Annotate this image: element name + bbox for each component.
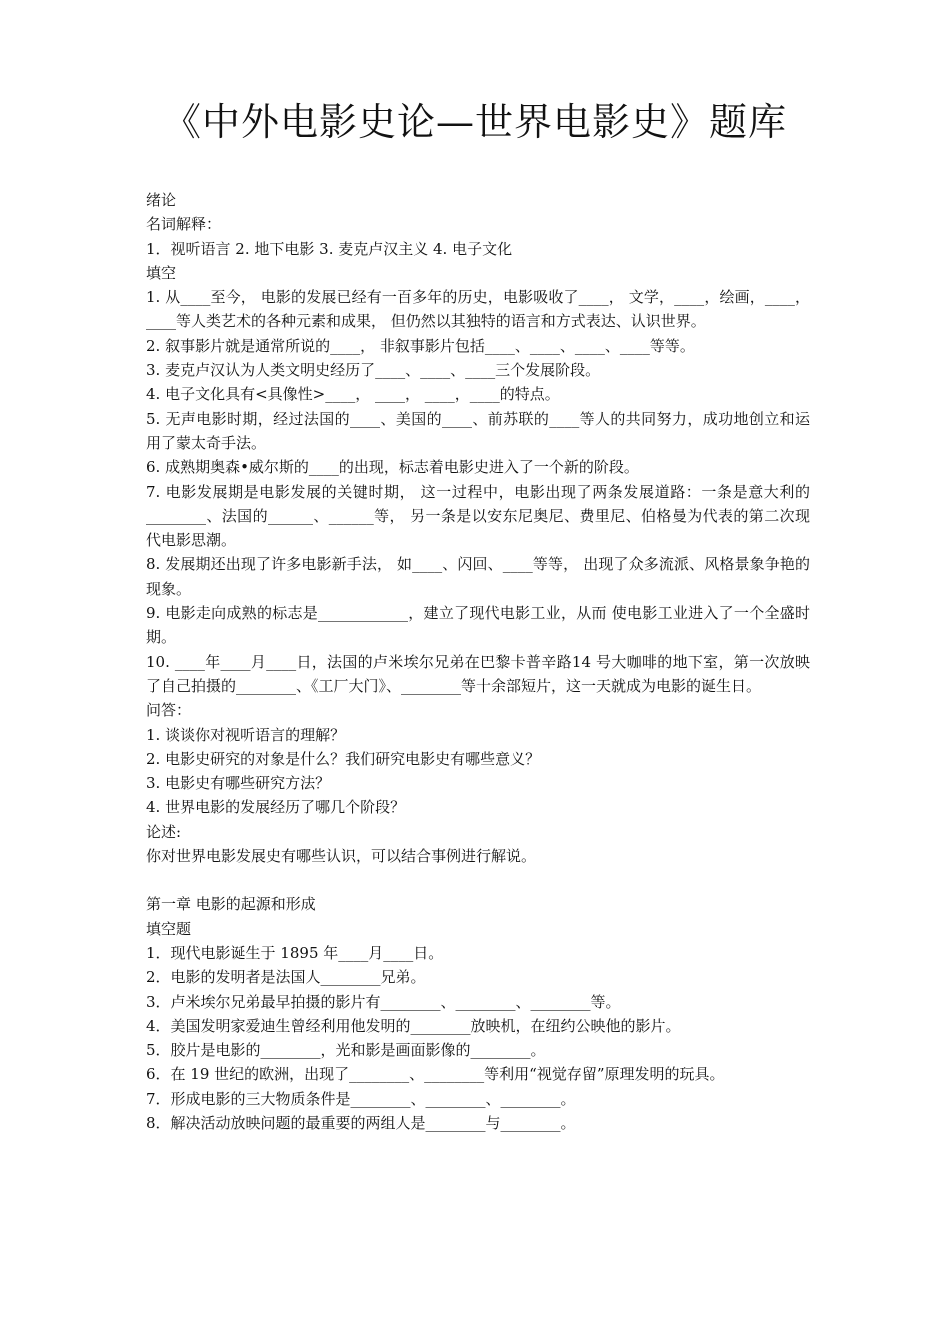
chapter1-fill-item: 1．现代电影诞生于 1895 年____月____日。 — [146, 943, 444, 962]
fill-item: 6. 成熟期奥森•威尔斯的____的出现，标志着电影史进入了一个新的阶段。 — [146, 458, 639, 477]
document-title: 《中外电影史论—世界电影史》题库 — [162, 100, 787, 144]
section-spacer — [146, 868, 810, 892]
fill-item: 1. 从____至今， 电影的发展已经有一百多年的历史，电影吸收了____， 文学，____，绘画，____，____等人类艺术的各种元素和成果， 但仍然以其独特的语言和方式表达、认识世界。 — [146, 288, 810, 331]
qa-item: 3. 电影史有哪些研究方法？ — [146, 774, 331, 793]
qa-item: 4. 世界电影的发展经历了哪几个阶段？ — [146, 798, 406, 817]
essay-question: 你对世界电影发展史有哪些认识，可以结合事例进行解说。 — [146, 847, 537, 866]
fill-item: 7. 电影发展期是电影发展的关键时期， 这一过程中，电影出现了两条发展道路：一条是意大利的________、法国的______、______等， 另一条是以安东尼奥尼、费里尼、伯格曼为代表的第二次现代电影思潮。 — [146, 482, 810, 550]
qa-item: 2. 电影史研究的对象是什么？我们研究电影史有哪些意义？ — [146, 749, 541, 768]
chapter1-fill-label: 填空题 — [146, 919, 192, 938]
chapter1-fill-item: 2．电影的发明者是法国人________兄弟。 — [146, 968, 426, 987]
chapter1-fill-item: 4．美国发明家爱迪生曾经利用他发明的________放映机，在纽约公映他的影片。 — [146, 1016, 681, 1035]
chapter1-fill-item: 5．胶片是电影的________，光和影是画面影像的________。 — [146, 1041, 546, 1060]
fill-item: 8. 发展期还出现了许多电影新手法， 如____、闪回、____等等， 出现了众多流派、风格景象争艳的现象。 — [146, 555, 810, 598]
terms-list: 1．视听语言 2. 地下电影 3. 麦克卢汉主义 4. 电子文化 — [146, 239, 513, 258]
qa-label: 问答： — [146, 701, 192, 720]
fill-item: 10. ____年____月____日，法国的卢米埃尔兄弟在巴黎卡普辛路14 号大咖啡的地下室，第一次放映了自己拍摄的________、《工厂大门》、________等十余部短片，这一天就成为电影的诞生日。 — [146, 652, 810, 695]
fill-item: 3. 麦克卢汉认为人类文明史经历了____、____、____三个发展阶段。 — [146, 361, 601, 380]
fill-label: 填空 — [146, 263, 177, 282]
chapter1-fill-item: 6．在 19 世纪的欧洲，出现了________、________等利用“视觉存留”原理发明的玩具。 — [146, 1065, 725, 1084]
chapter1-fill-item: 7．形成电影的三大物质条件是________、________、________。 — [146, 1089, 576, 1108]
fill-item: 2. 叙事影片就是通常所说的____， 非叙事影片包括____、____、____、____等等。 — [146, 336, 695, 355]
fill-item: 5. 无声电影时期，经过法国的____、美国的____、前苏联的____等人的共同努力，成功地创立和运用了蒙太奇手法。 — [146, 409, 810, 452]
document-body — [146, 188, 810, 1135]
section-heading-chapter1: 第一章 电影的起源和形成 — [146, 895, 316, 914]
chapter1-fill-item: 8．解决活动放映问题的最重要的两组人是________与________。 — [146, 1113, 576, 1132]
chapter1-fill-item: 3．卢米埃尔兄弟最早拍摄的影片有________、________、________等。 — [146, 992, 621, 1011]
qa-item: 1. 谈谈你对视听语言的理解？ — [146, 725, 346, 744]
section-heading-intro: 绪论 — [146, 191, 177, 209]
fill-item: 4. 电子文化具有<具像性>____， ____， ____，____的特点。 — [146, 385, 560, 404]
essay-label: 论述: — [146, 822, 182, 841]
fill-item: 9. 电影走向成熟的标志是____________，建立了现代电影工业，从而 使电影工业进入了一个全盛时期。 — [146, 604, 810, 647]
terms-label: 名词解释： — [146, 215, 222, 234]
